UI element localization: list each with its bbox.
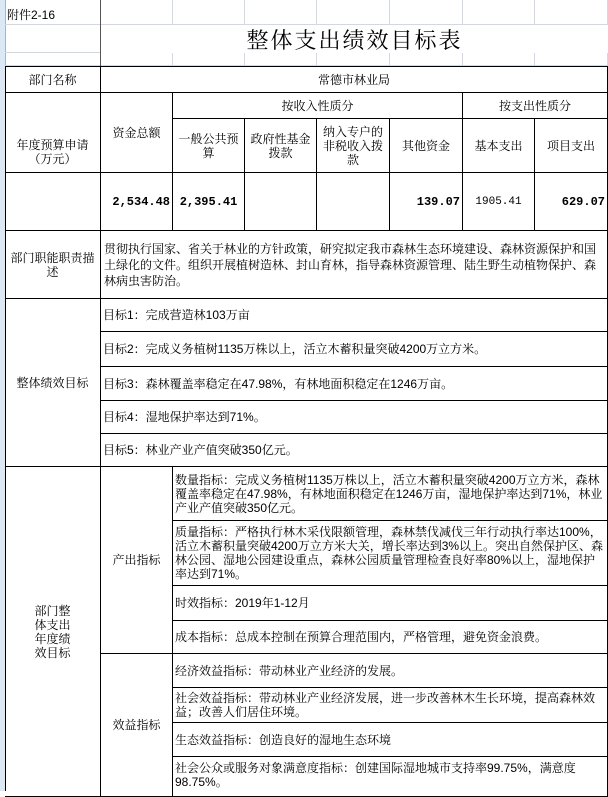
- col-nontax: 纳入专户的非税收入拨款: [317, 119, 390, 173]
- value-nontax: [317, 173, 390, 231]
- duty-label: 部门职能职责描述: [5, 231, 101, 299]
- output-quality: 质量指标：严格执行林木采伐限额管理，森林禁伐减伐三年行动执行率达100%，活立木蓄积量突破4200万立方米大关，增长率达到3%以上。突出自然保护区、森林公园、湿地公园建设重点，森林公园质量管理检查良好率80%以上，湿地保护率达到71%。: [173, 521, 608, 586]
- goal-item: 目标1：完成营造林103万亩: [101, 299, 608, 332]
- dept-value: 常德市林业局: [101, 66, 608, 93]
- value-fund: [245, 173, 317, 231]
- total-label: 资金总额: [101, 93, 173, 173]
- value-other: 139.07: [390, 173, 463, 231]
- value-total: 2,534.48: [101, 173, 173, 231]
- col-other: 其他资金: [390, 119, 463, 173]
- goal-item: 目标3：森林覆盖率稳定在47.98%，有林地面积稳定在1246万亩。: [101, 367, 608, 401]
- attachment-label: 附件2-16: [7, 8, 56, 22]
- indicators-label: 部门整体支出年度绩效目标: [5, 467, 101, 797]
- value-basic: 1905.41: [463, 173, 535, 231]
- benefit-economic: 经济效益指标：带动林业产业经济的发展。: [173, 654, 608, 688]
- output-timeliness: 时效指标：2019年1-12月: [173, 586, 608, 621]
- page-title: 整体支出绩效目标表: [246, 27, 463, 53]
- budget-label: 年度预算申请（万元）: [5, 93, 101, 173]
- duty-text: 贯彻执行国家、省关于林业的方针政策，研究拟定我市森林生态环境建设、森林资源保护和国土绿化的文件。组织开展植树造林、封山育林，指导森林资源管理、陆生野生动植物保护、森林病虫害防治。: [101, 231, 608, 299]
- income-group-header: 按收入性质分: [173, 93, 463, 119]
- expense-group-header: 按支出性质分: [463, 93, 608, 119]
- output-quantity: 数量指标：完成义务植树1135万株以上，活立木蓄积量突破4200万立方米，森林覆盖率稳定在47.98%，有林地面积稳定在1246万亩，湿地保护率达到71%，林业产业产值突破350亿元。: [173, 467, 608, 521]
- col-general-budget: 一般公共预算: [173, 119, 245, 173]
- output-cost: 成本指标：总成本控制在预算合理范围内，严格管理，避免资金浪费。: [173, 621, 608, 654]
- benefit-satisfaction: 社会公众或服务对象满意度指标：创建国际湿地城市支持率99.75%，满意度98.75%。: [173, 757, 608, 797]
- col-gov-fund: 政府性基金拨款: [245, 119, 317, 173]
- value-project: 629.07: [535, 173, 608, 231]
- col-project: 项目支出: [535, 119, 608, 173]
- benefit-social: 社会效益指标：带动林业产业经济发展，进一步改善林木生长环境，提高森林效益；改善人们居住环境。: [173, 688, 608, 723]
- benefit-ecological: 生态效益指标：创造良好的湿地生态环境: [173, 723, 608, 757]
- budget-label-blank: [5, 173, 101, 231]
- goal-item: 目标4：湿地保护率达到71%。: [101, 401, 608, 434]
- value-general: 2,395.41: [173, 173, 245, 231]
- benefit-indicators-label: 效益指标: [101, 654, 173, 797]
- table-left-border: [5, 66, 6, 791]
- dept-label: 部门名称: [5, 66, 101, 93]
- col-basic: 基本支出: [463, 119, 535, 173]
- output-indicators-label: 产出指标: [101, 467, 173, 654]
- goal-item: 目标2：完成义务植树1135万株以上，活立木蓄积量突破4200万立方米。: [101, 332, 608, 367]
- goal-item: 目标5：林业产业产值突破350亿元。: [101, 434, 608, 467]
- goals-label: 整体绩效目标: [5, 299, 101, 467]
